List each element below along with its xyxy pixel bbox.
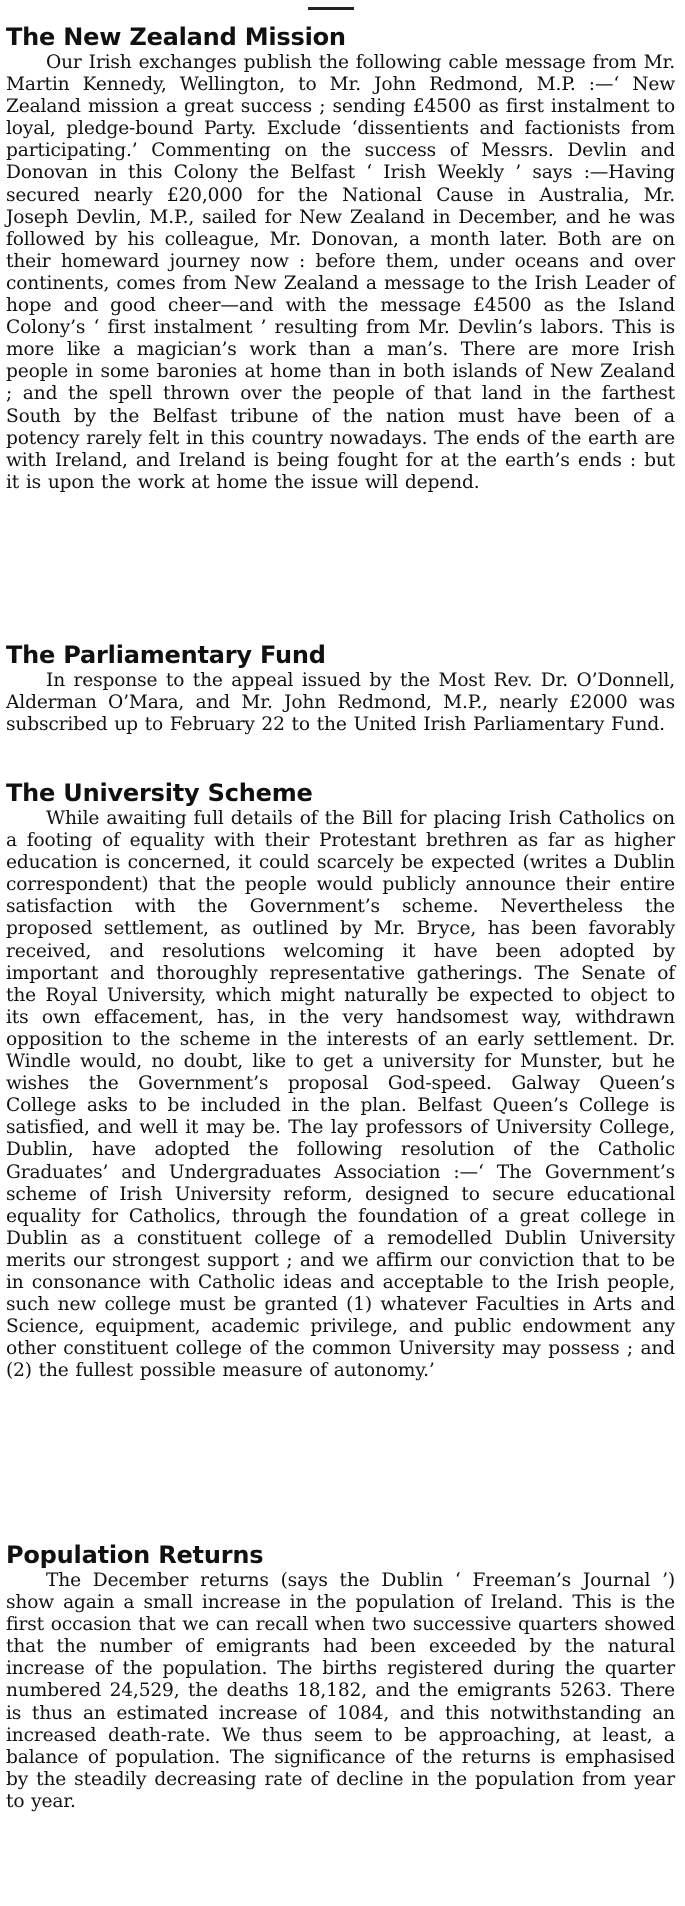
section-body: In response to the appeal issued by the Most Rev. Dr. O’Donnell, Alderman O’Mara, and Mr. John Redmond, M.P., nearly £2000 was subscribed up to February 22 to the United Irish Parliamentary Fund. — [6, 670, 675, 736]
section-body: The December returns (says the Dublin ‘ Freeman’s Journal ’) show again a small increase in the population of Ireland. This is the first occasion that we can recall when two successive quarters showed that the number of emigrants had been exceeded by the natural increase of the population. The births registered during the quarter numbered 24,529, the deaths 18,182, and the emigrants 5263. There is thus an estimated increase of 1084, and this notwithstanding an increased death-rate. We thus seem to be approaching, at least, a balance of population. The significance of the returns is emphasised by the steadily decreasing rate of decline in the population from year to year. — [6, 1570, 675, 1812]
section-university-scheme — [6, 778, 675, 1382]
top-rule — [308, 7, 354, 10]
section-heading: Population Returns — [6, 1541, 264, 1569]
section-body: While awaiting full details of the Bill for placing Irish Catholics on a footing of equality with their Protestant brethren as far as higher education is concerned, it could scarcely be expected (writes a Dublin correspondent) that the people would publicly announce their entire satisfaction with the Government’s scheme. Nevertheless the proposed settlement, as outlined by Mr. Bryce, has been favorably received, and resolutions welcoming it have been adopted by important and thoroughly representative gatherings. The Senate of the Royal University, which might naturally be expected to object to its own effacement, has, in the very handsomest way, withdrawn opposition to the scheme in the interests of an early settlement. Dr. Windle would, no doubt, like to get a university for Munster, but he wishes the Government’s proposal God-speed. Galway Queen’s College asks to be included in the plan. Belfast Queen’s College is satisfied, and well it may be. The lay professors of University College, Dublin, have adopted the following resolution of the Catholic Graduates’ and Undergraduates Association :—‘ The Government’s scheme of Irish University reform, designed to secure educational equality for Catholics, through the foundation of a great college in Dublin as a constituent college of a remodelled Dublin University merits our strongest support ; and we affirm our conviction that to be in consonance with Catholic ideas and acceptable to the Irish people, such new college must be granted (1) whatever Faculties in Arts and Science, equipment, academic privilege, and public endowment any other constituent college of the common University may possess ; and (2) the fullest possible measure of autonomy.’ — [6, 808, 675, 1382]
section-population-returns — [6, 1540, 675, 1813]
section-heading: The Parliamentary Fund — [6, 641, 326, 669]
section-body: Our Irish exchanges publish the following cable message from Mr. Martin Kennedy, Wellington, to Mr. John Redmond, M.P. :—‘ New Zealand mission a great success ; sending £4500 as first instalment to loyal, pledge-bound Party. Exclude ‘dissentients and factionists from participating.’ Commenting on the success of Messrs. Devlin and Donovan in this Colony the Belfast ‘ Irish Weekly ’ says :—Having secured nearly £20,000 for the National Cause in Australia, Mr. Joseph Devlin, M.P., sailed for New Zealand in December, and he was followed by his colleague, Mr. Donovan, a month later. Both are on their homeward journey now : before them, under oceans and over continents, comes from New Zealand a message to the Irish Leader of hope and good cheer—and with the message £4500 as the Island Colony’s ‘ first instalment ’ resulting from Mr. Devlin’s labors. This is more like a magician’s work than a man’s. There are more Irish people in some baronies at home than in both islands of New Zealand ; and the spell thrown over the people of that land in the farthest South by the Belfast tribune of the nation must have been of a potency rarely felt in this country nowadays. The ends of the earth are with Ireland, and Ireland is being fought for at the earth’s ends : but it is upon the work at home the issue will depend. — [6, 52, 675, 493]
section-parliamentary-fund — [6, 640, 675, 736]
section-heading: The University Scheme — [6, 779, 313, 807]
section-heading: The New Zealand Mission — [6, 23, 346, 51]
section-new-zealand-mission — [6, 22, 675, 494]
